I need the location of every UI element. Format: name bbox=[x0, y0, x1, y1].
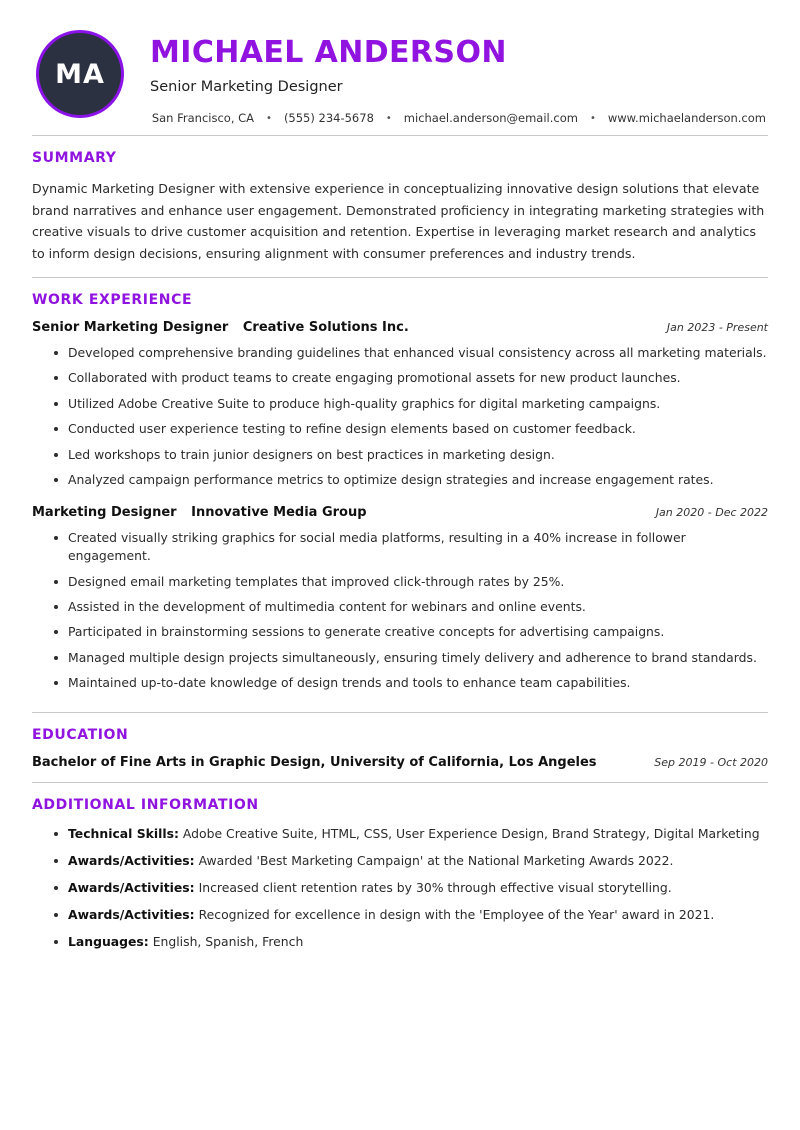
header-job-title: Senior Marketing Designer bbox=[150, 79, 343, 95]
contact-separator-icon: • bbox=[266, 112, 272, 124]
section-additional-information bbox=[32, 783, 768, 972]
job-header bbox=[32, 505, 768, 520]
additional-information-list bbox=[32, 825, 768, 951]
education-entry bbox=[32, 755, 768, 770]
section-work-experience bbox=[32, 278, 768, 712]
list-item: Led workshops to train junior designers on best practices in marketing design. bbox=[54, 446, 768, 464]
contact-location: San Francisco, CA bbox=[151, 111, 255, 125]
contact-phone[interactable]: (555) 234-5678 bbox=[283, 111, 374, 125]
education-degree: Bachelor of Fine Arts in Graphic Design, University of California, Los Angeles bbox=[32, 754, 597, 770]
list-item: Analyzed campaign performance metrics to optimize design strategies and increase engagement rates. bbox=[54, 471, 768, 489]
info-value: English, Spanish, French bbox=[152, 933, 304, 949]
job-role: Senior Marketing Designer bbox=[32, 319, 229, 335]
list-item: Designed email marketing templates that improved click-through rates by 25%. bbox=[54, 573, 768, 591]
job-role: Marketing Designer bbox=[32, 505, 177, 521]
job-dates: Jan 2023 - Present bbox=[666, 320, 768, 334]
section-title-education: EDUCATION bbox=[32, 726, 129, 743]
contact-row bbox=[150, 111, 768, 125]
contact-email[interactable]: michael.anderson@email.com bbox=[403, 111, 578, 125]
summary-text: Dynamic Marketing Designer with extensive experience in conceptualizing innovative design solutions that elevate brand narratives and enhance user engagement. Demonstrated proficiency in integrating marketing strategies with creative visuals to drive customer acquisition and retention. Expertise in leveraging market research and analytics to inform design decisions, ensuring alignment with consumer preferences and industry trends. bbox=[32, 181, 765, 261]
list-item: Participated in brainstorming sessions to generate creative concepts for advertising campaigns. bbox=[54, 623, 768, 641]
job-dates: Jan 2020 - Dec 2022 bbox=[655, 506, 768, 520]
list-item: Utilized Adobe Creative Suite to produce high-quality graphics for digital marketing campaigns. bbox=[54, 395, 768, 413]
resume-header bbox=[32, 28, 768, 135]
info-label: Languages: bbox=[68, 933, 149, 949]
contact-website[interactable]: www.michaelanderson.com bbox=[607, 111, 766, 125]
section-title-summary: SUMMARY bbox=[32, 150, 117, 166]
list-item: Managed multiple design projects simultaneously, ensuring timely delivery and adherence to brand standards. bbox=[54, 649, 768, 667]
job-bullets bbox=[32, 344, 768, 489]
job-heading-left bbox=[32, 505, 367, 520]
list-item bbox=[54, 852, 768, 870]
list-item: Collaborated with product teams to create engaging promotional assets for new product launches. bbox=[54, 369, 768, 387]
education-dates: Sep 2019 - Oct 2020 bbox=[654, 755, 768, 769]
list-item: Maintained up-to-date knowledge of design trends and tools to enhance team capabilities. bbox=[54, 674, 768, 692]
job-bullets bbox=[32, 529, 768, 692]
section-title-additional-information: ADDITIONAL INFORMATION bbox=[32, 796, 259, 813]
info-label: Awards/Activities: bbox=[68, 852, 195, 868]
list-item: Created visually striking graphics for social media platforms, resulting in a 40% increase in follower engagement. bbox=[54, 529, 768, 565]
job-entry bbox=[32, 505, 768, 692]
avatar-wrapper bbox=[32, 28, 128, 118]
job-company: Creative Solutions Inc. bbox=[242, 319, 409, 335]
list-item bbox=[54, 825, 768, 843]
info-value: Adobe Creative Suite, HTML, CSS, User Experience Design, Brand Strategy, Digital Marketing bbox=[182, 825, 760, 841]
avatar: MA bbox=[36, 30, 124, 118]
contact-separator-icon: • bbox=[385, 112, 392, 124]
job-entry bbox=[32, 320, 768, 489]
info-value: Awarded 'Best Marketing Campaign' at the National Marketing Awards 2022. bbox=[198, 852, 674, 868]
job-heading-left bbox=[32, 320, 409, 335]
header-main bbox=[128, 28, 768, 125]
page-title: MICHAEL ANDERSON bbox=[150, 35, 507, 70]
info-label: Awards/Activities: bbox=[68, 879, 195, 895]
list-item bbox=[54, 906, 768, 924]
section-summary bbox=[32, 136, 768, 277]
section-education bbox=[32, 713, 768, 782]
info-label: Awards/Activities: bbox=[68, 906, 195, 922]
section-title-work-experience: WORK EXPERIENCE bbox=[32, 291, 193, 308]
contact-separator-icon: • bbox=[589, 112, 596, 124]
list-item bbox=[54, 933, 768, 951]
list-item: Assisted in the development of multimedia content for webinars and online events. bbox=[54, 598, 768, 616]
list-item: Developed comprehensive branding guidelines that enhanced visual consistency across all marketing materials. bbox=[54, 344, 768, 362]
list-item bbox=[54, 879, 768, 897]
job-header bbox=[32, 320, 768, 335]
info-value: Recognized for excellence in design with the 'Employee of the Year' award in 2021. bbox=[198, 906, 715, 922]
info-value: Increased client retention rates by 30% through effective visual storytelling. bbox=[198, 879, 672, 895]
info-label: Technical Skills: bbox=[68, 825, 179, 841]
job-company: Innovative Media Group bbox=[191, 505, 367, 521]
list-item: Conducted user experience testing to refine design elements based on customer feedback. bbox=[54, 420, 768, 438]
